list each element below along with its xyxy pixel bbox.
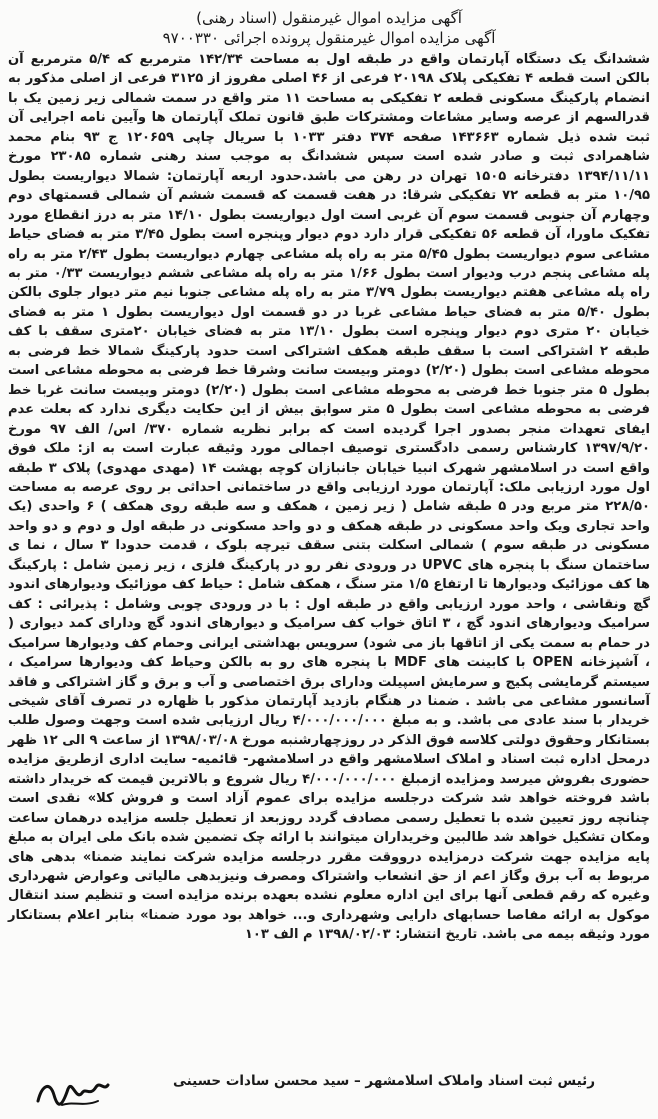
notice-body: ششدانگ یک دستگاه آپارتمان واقع در طبقه اول به مساحت ۱۴۲/۳۴ مترمربع که ۵/۴ مترمربع آن بالکن است قطعه ۴ تفکیکی پلاک ۲۰۱۹۸ فرعی از ۴۶ اصلی مفروز از ۳۱۲۵ فرعی از اصلی مذکور به انضمام پارکینگ مسکونی قطعه ۲ تفکیکی به مساحت ۱۱ متر واقع در سمت شمالی زیر زمین یک با قدرالسهم از عرصه وسایر مشاعات ومشترکات طبق قانون تملک آپارتمان ها وآیین نامه اجرایی آن ثبت شده ذیل شماره ۱۴۳۶۶۳ صفحه ۳۷۴ دفتر ۱۰۳۳ با سریال چاپی ۱۲۰۶۵۹ ج ۹۳ بنام محمد شاهمرادی ثبت و صادر شده است سپس ششدانگ به موجب سند رهنی شماره ۲۳۰۸۵ مورخ ۱۳۹۴/۱۱/۱۱ دفترخانه ۱۵۰۵ تهران در رهن می باشد.حدود اربعه آپارتمان: شمالا دیواریست بطول ۱۰/۹۵ متر به قطعه ۷۲ تفکیکی شرقا: در هفت قسمت که قسمت ششم آن شمالی قسمتهای دوم وچهارم آن جنوبی قسمت سوم آن غربی است اول دیواریست بطول ۱۴/۱۰ متر به درز انقطاع مورد تفکیک ماورا، آن قطعه ۵۶ تفکیکی قرار دارد دوم دیوار وپنجره است بطول ۳/۴۵ متر به فضای حیاط مشاعی سوم دیواریست بطول ۵/۴۵ متر به راه پله مشاعی چهارم دیواریست بطول ۲/۴۳ متر به راه پله مشاعی پنجم درب ودیوار است بطول ۱/۶۶ متر به راه پله مشاعی ششم دیواریست ۰/۳۳ متر به راه پله مشاعی هفتم دیواریست بطول ۳/۷۹ متر به راه پله مشاعی جنوبا نیم متر دیوار جلوی بالکن بطول ۵/۴۰ متر به فضای حیاط مشاعی غربا در دو قسمت اول دیواریست بطول ۱ متر به فضای خیابان ۲۰ متری دوم دیوار وپنجره است بطول ۱۳/۱۰ متر به فضای خیابان ۲۰متری سقف با کف طبقه ۲ اشتراکی است با سقف طبقه همکف اشتراکی است حدود پارکینگ شمالا خط فرضی به محوطه مشاعی است بطول (۲/۲۰) دومتر وبیست سانت وشرقا خط فرضی به محوطه مشاعی است بطول ۵ متر جنوبا خط فرضی به محوطه مشاعی است بطول (۲/۲۰) دومتر وبیست سانت غربا خط فرضی به محوطه مشاعی است بطول ۵ متر سوابق بیش از این حکایت دیگری ندارد که بعلت عدم ایفای تعهدات منجر بصدور اجرا گردیده است که برابر نظریه شماره ۳۷۰/ اس/ الف ۹۷ مورخ ۱۳۹۷/۹/۲۰ کارشناس رسمی دادگستری توصیف اجمالی مورد وثیقه عبارت است به از: ملک فوق واقع است در اسلامشهر شهرک انبیا خیابان جانبازان کوچه بهشت ۱۴ (مهدی مهدوی) پلاک ۳ طبقه اول مورد ارزیابی ملک: آپارتمان مورد ارزیابی واقع در ساختمانی احداثی بر روی عرصه به مساحت ۲۲۸/۵۰ متر مربع ودر ۵ طبقه شامل ( زیر زمین ، همکف و سه طبقه روی همکف ) ۶ واحدی (یک واحد تجاری ویک واحد مسکونی در طبقه همکف و دو واحد مسکونی در طبقه اول و دوم و دو واحد مسکونی در طبقه سوم ) شمالی اسکلت بتنی سقف تیرچه بلوک ، قدمت حدودا ۳ سال ، نما ی ساختمان سنگ با پنجره های UPVC در ورودی نفر رو در پارکینگ فلزی ، زیر زمین شامل : پارکینگ ها کف موزائیک ودیوارها تا ارتفاع ۱/۵ متر سنگ ، همکف شامل : حیاط کف موزائیک ودیوارهای اندود گچ ونقاشی ، واحد مورد ارزیابی واقع در طبقه اول : با در ورودی چوبی وشامل : پذیرائی : کف سرامیک ودیوارهای اندود گچ ، ۳ اتاق خواب کف سرامیک و دیوارهای اندود گچ ودارای کمد دیواری ( در حمام به سمت یکی از اتاقها باز می شود) سرویس بهداشتی ایرانی وحمام کف ودیوارها سرامیک ، آشپزخانه OPEN با کابینت های MDF با پنجره های رو به بالکن وحیاط کف ودیوارها سرامیک ، سیستم گرمایشی پکیج و سرمایش اسپیلت ودارای برق اختصاصی و آب و برق و گاز اشتراکی و فاقد آسانسور مشاعی می باشد . ضمنا در هنگام بازدید آپارتمان مذکور با ظهاره در تصرف آقای شیخی خریدار با سند عادی می باشد. و به مبلغ ۴/۰۰۰/۰۰۰/۰۰۰ ریال ارزیابی شده است وجهت وصول طلب بستانکار وحقوق دولتی کلاسه فوق الذکر در روزچهارشنبه مورخ ۱۳۹۸/۰۳/۰۸ از ساعت ۹ الی ۱۲ ظهر درمحل اداره ثبت اسناد و املاک اسلامشهر واقع در اسلامشهر- قائمیه- سایت اداری ازطریق مزایده حضوری بفروش میرسد ومزایده ازمبلغ ۴/۰۰۰/۰۰۰/۰۰۰ ریال شروع و بالاترین قیمت که خریدار داشته باشد فروخته خواهد شد شرکت درجلسه مزایده برای عموم آزاد است و فروش کلا» نقدی است چنانچه روز تعیین شده با تعطیل رسمی مصادف گردد روزبعد از تعطیل جلسه مزایده درهمان ساعت ومکان تشکیل خواهد شد طالبین وخریداران میتوانند با ارائه چک تضمین شده بانک ملی ایران به مبلغ پایه مزایده جهت شرکت درمزایده درووقت مقرر درجلسه مزایده شرکت نمایند ضمنا» بدهی های مربوط به آب برق وگاز اعم از حق انشعاب واشتراک ومصرف ونیزبدهی مالیاتی وعوارض شهرداری وغیره که رقم قطعی آنها برای این اداره معلوم نشده بعهده برنده مزایده است و تنظیم سند انتقال موکول به ارائه مفاصا حسابهای دارایی وشهرداری و... خواهد بود مورد ضمنا» بنابر اعلام بستانکار مورد وثیقه بیمه می باشد. تاریخ انتشار: ۱۳۹۸/۰۲/۰۳ م الف ۱۰۳ bbox=[8, 52, 651, 943]
notice-header bbox=[8, 8, 650, 48]
signature-mark bbox=[32, 1071, 112, 1113]
notice-subtitle: آگهی مزایده اموال غیرمنقول پرونده اجرائی ۹۷۰۰۳۳۰ bbox=[162, 29, 496, 47]
notice-footer bbox=[8, 1069, 650, 1113]
signer-line: رئیس ثبت اسناد واملاک اسلامشهر – سید محسن سادات حسینی bbox=[173, 1073, 595, 1089]
notice-title: آگهی مزایده اموال غیرمنقول (اسناد رهنی) bbox=[196, 9, 462, 27]
